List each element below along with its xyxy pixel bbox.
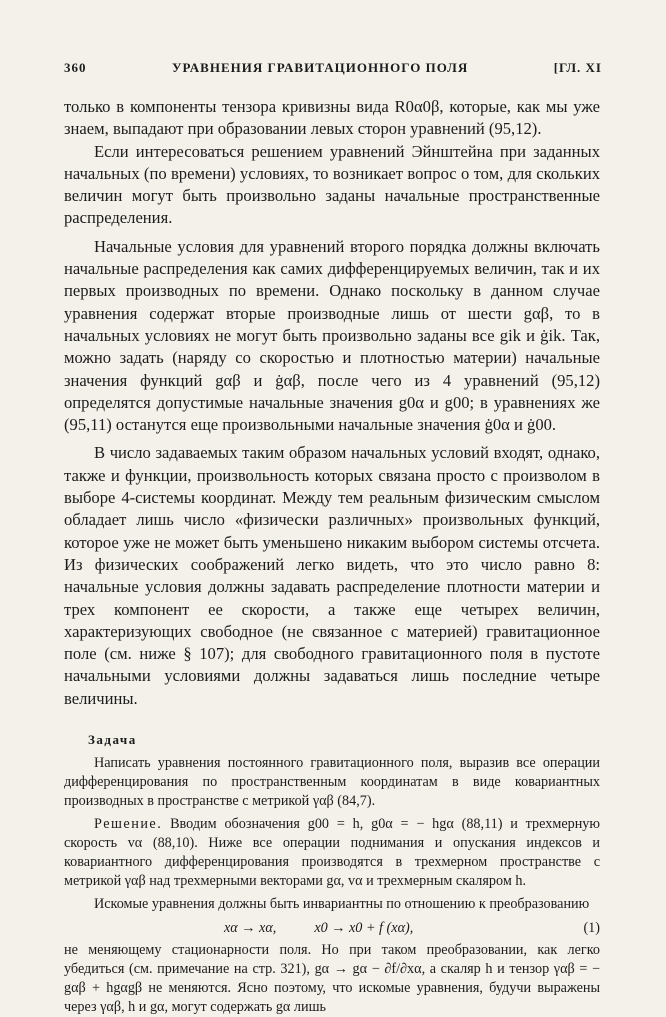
running-head (64, 60, 602, 76)
solution-label: Решение. (94, 816, 163, 833)
formula-left: xα → xα, (224, 919, 277, 936)
paragraph: Начальные условия для уравнений второго порядка должны включать начальные распределения как самих дифференцируемых величин, так и их первых производных по времени. Однако поскольку в данном случае уравнения содержат вторые производные лишь от шести gαβ, то в начальных условиях не могут быть произвольно заданы все gik и ġik. Так, можно задать (наряду со скоростью и плотностью материи) начальные значения функций gαβ и ġαβ, после чего из 4 уравнений (95,12) определятся допустимые начальные значения g0α и g00; в уравнениях же (95,11) останутся еще произвольными начальные значения ġ0α и ġ00. (64, 236, 600, 435)
page-number: 360 (64, 60, 87, 75)
post-formula-text: не меняющему стационарности поля. Но при таком преобразовании, как легко убедиться (см. примечание на стр. 321), gα → gα − ∂f/∂xα, а скаляр h и тензор γαβ = − gαβ + hgαgβ не меняются. Ясно поэтому, что искомые уравнения, будучи выражены через γαβ, h и gα, могут содержать gα лишь (64, 942, 600, 1016)
problem-heading: Задача (88, 732, 137, 748)
equation-1 (64, 917, 600, 939)
paragraph: В число задаваемых таким образом начальных условий входят, однако, также и функции, произвольность которых связана просто с произволом в выборе 4-системы координат. Между тем реальным физическим смыслом обладает лишь число «физически различных» произвольных функций, которое уже не может быть уменьшено никаким выбором системы отсчета. Из физических соображений легко видеть, что это число равно 8: начальные условия должны задавать распределение плотности материи и трех компонент ее скорости, а также еще четырех величин, характеризующих свободное (не связанное с материей) гравитационное поле (см. ниже § 107); для свободного гравитационного поля в пустоте начальными условиями должны задаваться лишь последние четыре величины. (64, 443, 600, 708)
running-title: УРАВНЕНИЯ ГРАВИТАЦИОННОГО ПОЛЯ (171, 60, 469, 75)
solution-text: Вводим обозначения g00 = h, g0α = − hgα (88,11) и трехмерную скорость vα (88,10). Ниже все операции поднимания и опускания индексов и ковариантного дифференцирования производятся в трехмерном пространстве с метрикой γαβ над трехмерными векторами gα, vα и трехмерным скаляром h. (64, 816, 601, 890)
body-text (64, 96, 600, 1017)
problem-statement: Написать уравнения постоянного гравитационного поля, выразив все операции дифференцирования по пространственным координатам в виде ковариантных производных в пространстве с метрикой γαβ (84,7). (64, 755, 600, 810)
solution-paragraph (64, 815, 600, 891)
paragraph-continuation: только в компоненты тензора кривизны вида R0α0β, которые, как мы уже знаем, выпадают при образовании левых сторон уравнений (95,12). (64, 97, 600, 139)
paragraph: Если интересоваться решением уравнений Эйнштейна при заданных начальных (по времени) условиях, то возникает вопрос о том, для скольких величин могут быть произвольно заданы начальные пространственные распределения. (64, 141, 600, 228)
invariance-text: Искомые уравнения должны быть инвариантны по отношению к преобразованию (94, 896, 590, 913)
chapter-label: [ГЛ. XI (553, 60, 602, 75)
formula-right: x0 → x0 + f (xα), (314, 919, 414, 936)
equation-number: (1) (583, 919, 600, 936)
